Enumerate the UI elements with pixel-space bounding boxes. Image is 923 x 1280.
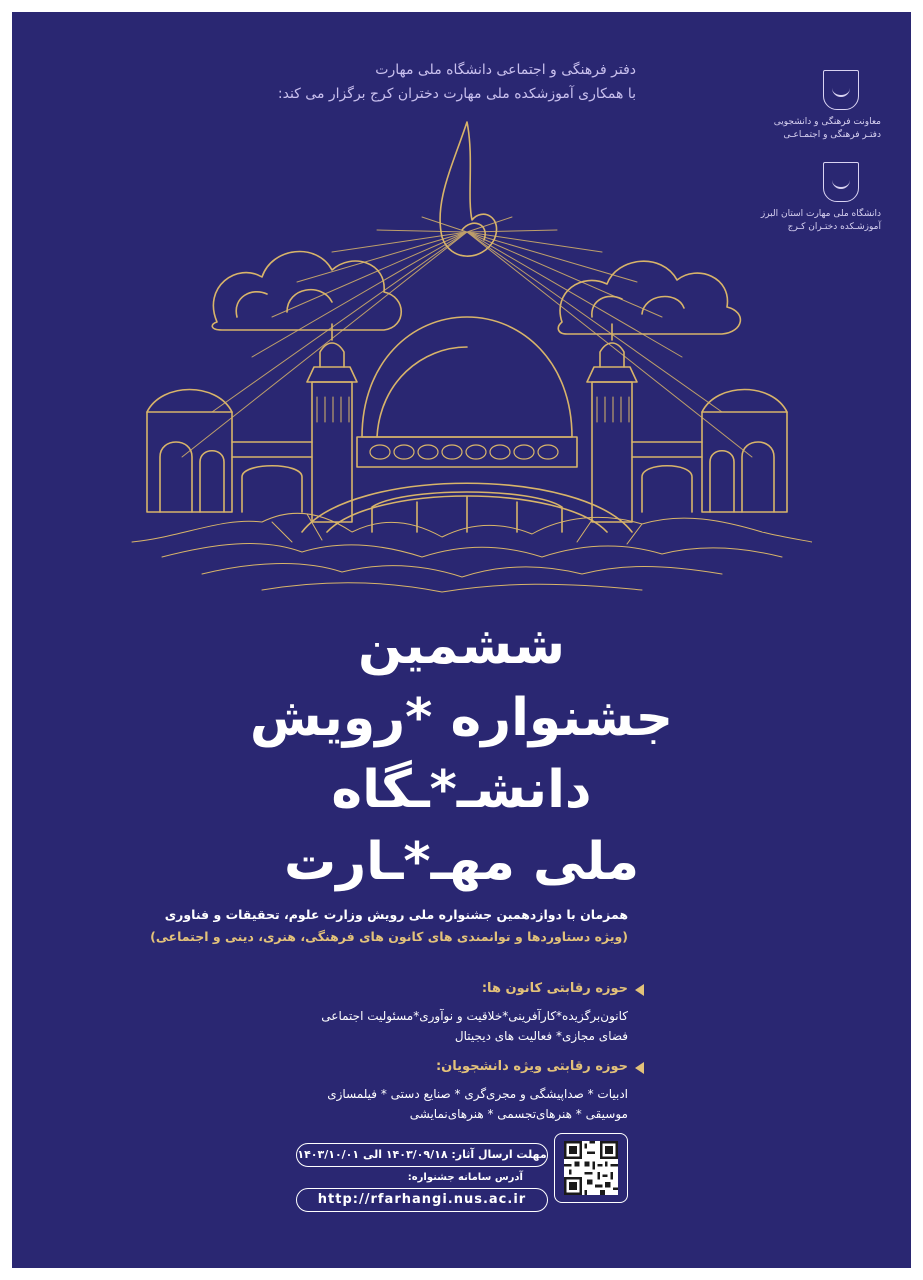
section-2-body (108, 1084, 628, 1124)
deadline-value: ۱۴۰۳/۰۹/۱۸ الی ۱۴۰۳/۱۰/۰۱ (297, 1148, 448, 1161)
logo-2-line-1: دانشگاه ملی مهارت استان البرز (760, 209, 881, 219)
intro-line-1: دفتر فرهنگی و اجتماعی دانشگاه ملی مهارت (375, 62, 636, 78)
section-2-heading: حوزه رقابتی ویژه دانشجویان: (435, 1059, 628, 1074)
festival-url-link[interactable]: http://rfarhangi.nus.ac.ir (296, 1188, 548, 1212)
qr-code-icon (564, 1141, 618, 1195)
section-club-competition (108, 978, 628, 1046)
university-emblem-icon (823, 162, 859, 202)
title-line-1: ششمین (358, 616, 565, 676)
section-1-line-2: فضای مجازی* فعالیت های دیجیتال (454, 1029, 628, 1043)
organizer-intro (236, 58, 636, 106)
triangle-bullet-icon (635, 984, 644, 996)
site-label: آدرس سامانه جشنواره: (407, 1172, 523, 1183)
subtitle-line-1: همزمان با دوازدهمین جشنواره ملی رویش وزارت علوم، تحقیقات و فناوری (164, 907, 628, 922)
section-student-competition (108, 1056, 628, 1124)
title-line-4: ملی مهـ*ـارت (283, 832, 640, 892)
section-2-line-2: موسیقی * هنرهای‌تجسمی * هنرهای‌نمایشی (409, 1107, 628, 1121)
logo-1-line-1: معاونت فرهنگی و دانشجویی (773, 117, 881, 127)
title-line-2: جشنواره *رویش (249, 688, 674, 748)
subtitle (108, 904, 628, 948)
section-1-body (108, 1006, 628, 1046)
section-1-heading: حوزه رقابتی کانون ها: (481, 981, 628, 996)
triangle-bullet-icon (635, 1062, 644, 1074)
deadline-box (296, 1143, 548, 1167)
section-1-line-1: کانون‌برگزیده*کارآفرینی*خلاقیت و نوآوری*مسئولیت اجتماعی (321, 1009, 628, 1023)
deadline-label: مهلت ارسال آثار: (451, 1148, 547, 1161)
subtitle-line-2: (ویژه دستاوردها و توانمندی های کانون های فرهنگی، هنری، دینی و اجتماعی) (150, 929, 628, 944)
poster (12, 12, 911, 1268)
logo-2-line-2: آموزشـکده دختـران کـرج (787, 222, 881, 232)
section-2-line-1: ادبیات * صداپیشگی و مجری‌گری * صنایع دستی * فیلمسازی (327, 1087, 628, 1101)
festival-title (12, 610, 911, 898)
mosque-illustration (122, 112, 812, 602)
logo-1-line-2: دفتـر فرهنگی و اجتمـاعـی (783, 130, 881, 140)
section-2-heading-wrap (108, 1056, 628, 1078)
intro-line-2: با همکاری آموزشکده ملی مهارت دختران کرج برگزار می کند: (277, 86, 636, 102)
title-line-3: دانشـ*ـگاه (331, 760, 592, 820)
section-1-heading-wrap (108, 978, 628, 1000)
qr-code[interactable] (554, 1133, 628, 1203)
university-emblem-icon (823, 70, 859, 110)
